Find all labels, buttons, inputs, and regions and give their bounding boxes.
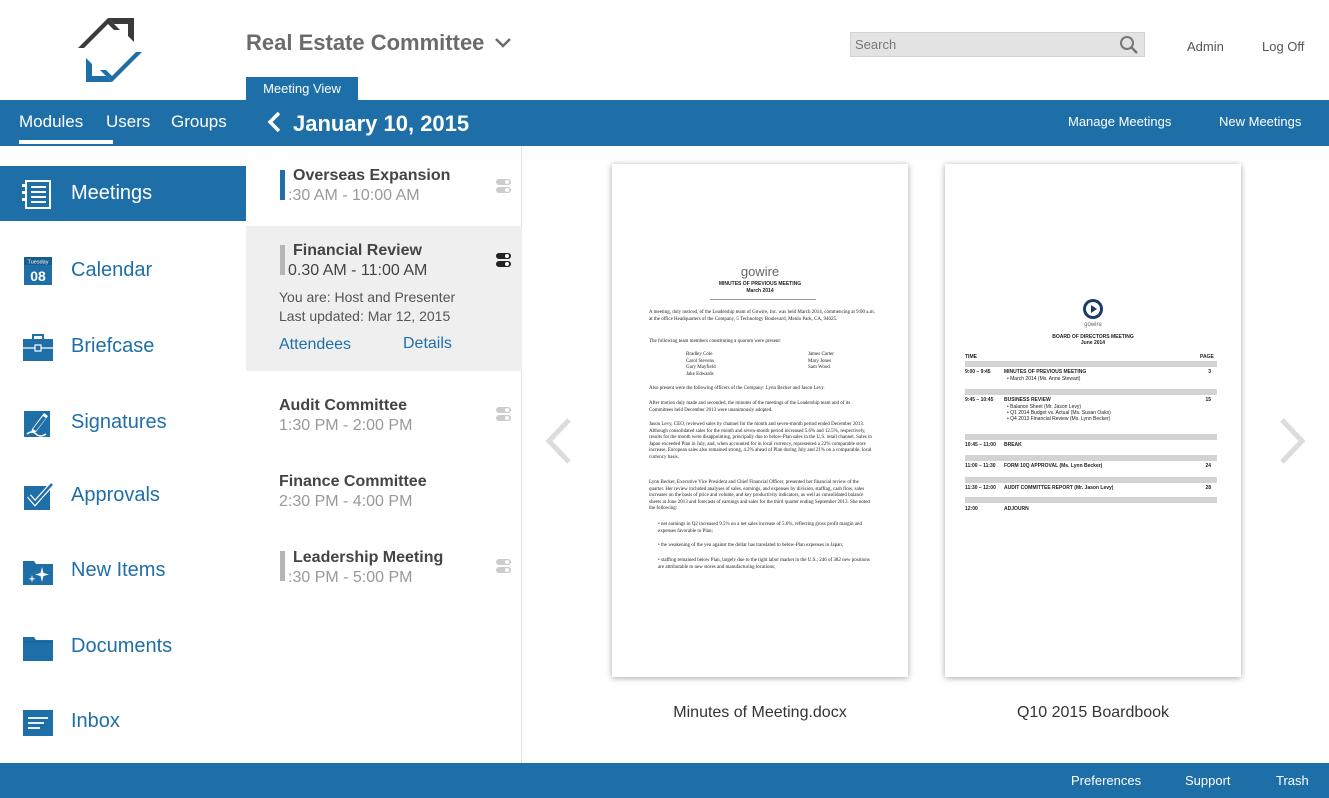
chevron-left-icon[interactable]	[264, 110, 284, 134]
meeting-title: Overseas Expansion	[293, 167, 451, 184]
agenda-band	[965, 361, 1217, 367]
meeting-view-tab[interactable]: Meeting View	[246, 77, 358, 100]
meeting-list	[246, 146, 522, 763]
active-tab-indicator	[19, 140, 113, 144]
meeting-role: You are: Host and Presenter	[279, 289, 456, 305]
sidebar-item-meetings[interactable]	[0, 166, 246, 221]
doc-divider	[710, 299, 816, 300]
meeting-title: Audit Committee	[279, 397, 407, 414]
search-box[interactable]	[850, 32, 1145, 57]
agenda-row: 11:00 – 11:30 FORM 10Q APPROVAL (Ms. Lynn Becker) 24	[965, 463, 1211, 469]
meeting-time: :30 AM - 10:00 AM	[288, 187, 420, 204]
meeting-title: Leadership Meeting	[293, 549, 444, 566]
meeting-status-bar	[280, 170, 285, 200]
agenda-row: 9:00 – 9:45 MINUTES OF PREVIOUS MEETING 3	[965, 369, 1211, 375]
play-logo-icon	[1082, 298, 1104, 320]
sidebar-item-label: Meetings	[71, 182, 153, 204]
briefcase-icon	[22, 331, 54, 363]
chevron-right-icon[interactable]	[1278, 416, 1308, 466]
folder-icon	[22, 631, 54, 663]
meeting-date-title: January 10, 2015	[293, 111, 470, 136]
sidebar-item-label: Inbox	[71, 710, 120, 732]
document-caption[interactable]: Q10 2015 Boardbook	[1016, 704, 1170, 721]
sidebar-item-new-items[interactable]	[0, 543, 246, 598]
meeting-item-leadership-meeting[interactable]	[246, 523, 522, 603]
meeting-title: Finance Committee	[279, 473, 427, 490]
logoff-link[interactable]: Log Off	[1262, 39, 1305, 54]
sidebar-item-label: Signatures	[71, 411, 167, 433]
meeting-item-finance-committee[interactable]	[246, 447, 522, 523]
doc-names-left: Bradley Cole Carol Stevens Gary Mayfield Jake Edwards	[686, 352, 716, 377]
toggle-icon[interactable]	[496, 178, 511, 194]
doc-bullet: • the weakening of the yen against the dollar has translated to below-Plan expenses in Japan;	[658, 543, 844, 548]
agenda-sub: • Q4 2013 Financial Review (Ms. Lynn Becker)	[1007, 416, 1111, 422]
meeting-time: 0.30 AM - 11:00 AM	[288, 262, 428, 279]
sidebar	[0, 146, 246, 763]
agenda-band	[965, 477, 1217, 483]
doc-heading: BOARD OF DIRECTORS MEETING	[1052, 334, 1134, 340]
meeting-status-bar	[280, 551, 285, 581]
calendar-icon-day: 08	[30, 267, 46, 284]
preferences-link[interactable]: Preferences	[1071, 773, 1142, 788]
agenda-sub: • March 2014 (Ms. Anne Stewart)	[1007, 376, 1081, 382]
new-items-icon	[22, 555, 54, 587]
doc-brand: gowire	[1084, 322, 1102, 328]
sidebar-item-label: Briefcase	[71, 335, 155, 357]
search-input[interactable]	[851, 33, 1118, 56]
doc-subheading: March 2014	[746, 288, 774, 294]
agenda-band	[965, 389, 1217, 395]
document-thumbnail-minutes[interactable]	[612, 164, 908, 677]
meeting-updated: Last updated: Mar 12, 2015	[279, 308, 451, 324]
new-meetings-link[interactable]: New Meetings	[1219, 114, 1302, 129]
toggle-icon[interactable]	[496, 558, 511, 574]
support-link[interactable]: Support	[1185, 773, 1231, 788]
calendar-icon-month: Tuesday	[27, 259, 49, 265]
manage-meetings-link[interactable]: Manage Meetings	[1068, 114, 1172, 129]
sidebar-item-label: New Items	[71, 559, 166, 581]
committee-selector[interactable]	[246, 30, 512, 56]
committee-title: Real Estate Committee	[246, 30, 485, 55]
meeting-time: 2:30 PM - 4:00 PM	[279, 493, 413, 510]
calendar-icon	[22, 255, 54, 287]
doc-heading: MINUTES OF PREVIOUS MEETING	[718, 281, 802, 287]
doc-bullet: • staffing remained below Plan, largely due to the tight labor market in the U.S.; 246 of 382 new positions are attributable to new stores and manufacturing locations;	[658, 558, 870, 570]
chevron-left-icon[interactable]	[543, 416, 573, 466]
sidebar-item-label: Calendar	[71, 259, 153, 281]
sidebar-item-signatures[interactable]	[0, 395, 246, 450]
doc-paragraph: After motion duly made and seconded, the minutes of the meetings of the Leadership team and of its Committees held December 2013 were unanimously adopted.	[649, 401, 851, 413]
doc-paragraph: A meeting, duly noticed, of the Leadership team of Gowire, Inc. was held March 2014, commencing at 9:00 a.m. at the office Headquarters of the Company, 5 Technology Boulevard, Menlo Park, CA, 94025.	[649, 310, 875, 322]
tab-users[interactable]: Users	[106, 112, 151, 131]
approval-icon	[22, 480, 54, 512]
doc-paragraph: Also present were the following officers of the Company: Lynn Becker and Jason Levy.	[649, 386, 825, 391]
sidebar-item-calendar[interactable]	[0, 243, 246, 298]
meeting-item-audit-committee[interactable]	[246, 371, 522, 447]
meeting-item-overseas-expansion[interactable]	[246, 146, 522, 226]
toggle-icon[interactable]	[496, 252, 511, 268]
chevron-down-icon	[494, 37, 512, 49]
doc-names-right: James Carter Mary Jones Sam Wood	[808, 352, 834, 370]
app-logo	[70, 12, 150, 88]
attendees-link[interactable]: Attendees	[279, 336, 352, 353]
sidebar-item-label: Documents	[71, 635, 173, 657]
doc-col-page: PAGE	[1200, 354, 1214, 360]
doc-col-time: TIME	[965, 354, 977, 360]
agenda-row: 12:00 ADJOURN	[965, 506, 1029, 512]
doc-brand: gowire	[740, 264, 780, 279]
meeting-time: :30 PM - 5:00 PM	[288, 569, 413, 586]
doc-paragraph: Jason Levy, CEO, reviewed sales by channel for the month and seven-month period ended December 2013. Although consolidated sales for the month and seven-month period increased 5.6% and 12.5%, respectively, results for the month were disappointing, principally due to below-Plan sales in the U.S. retail channel. Sales in Japan exceeded Plan in July, and, when accounted for in local currency, represented a 22% comparable store increase. European sales also remained strong, 4.2% ahead of Plan during July and 21% on a comparable, local currency basis.	[649, 422, 872, 460]
agenda-row: 11:30 – 12:00 AUDIT COMMITTEE REPORT (Mr. Jason Levy) 28	[965, 485, 1211, 491]
sidebar-item-briefcase[interactable]	[0, 319, 246, 374]
meetings-icon	[22, 178, 54, 210]
sidebar-item-inbox[interactable]	[0, 694, 246, 749]
search-icon[interactable]	[1118, 34, 1140, 56]
agenda-sub: • Balance Sheet (Mr. Jason Levy)	[1007, 404, 1082, 410]
sidebar-item-documents[interactable]	[0, 619, 246, 674]
doc-bullet: • net earnings in Q2 increased 9.5% on a net sales increase of 5.6%, reflecting gross profit margin and expenses favorable to Plan;	[658, 522, 862, 534]
document-viewer	[523, 146, 1329, 763]
agenda-row: 9:45 – 10:45 BUSINESS REVIEW 15	[965, 397, 1211, 403]
meeting-status-bar	[280, 245, 285, 275]
meeting-time: 1:30 PM - 2:00 PM	[279, 417, 413, 434]
agenda-sub: • Q1 2014 Budget vs. Actual (Ms. Susan Oaks)	[1007, 410, 1111, 416]
doc-paragraph: The following team members constituting a quorum were present:	[649, 339, 782, 344]
signature-icon	[22, 407, 54, 439]
trash-link[interactable]: Trash	[1276, 773, 1309, 788]
agenda-band	[965, 455, 1217, 461]
details-link[interactable]: Details	[403, 335, 452, 352]
doc-subheading: June 2014	[1080, 340, 1106, 346]
meeting-title: Financial Review	[293, 242, 422, 259]
admin-link[interactable]: Admin	[1187, 39, 1224, 54]
sidebar-item-label: Approvals	[71, 484, 160, 506]
doc-paragraph: Lynn Becker, Executive Vice President and Chief Financial Officer, presented her financial review of the quarter. Her review included analyses of sales, earnings, and expenses by division, staffing, cash flow, sales increases on the basis of price and volume, and key productivity indicators, as well as consolidated balance sheets at June 2013 and forecasts of earnings and sales for the third quarter ending September 2013. She noted the following:	[649, 480, 870, 511]
agenda-band	[965, 434, 1217, 440]
document-caption[interactable]: Minutes of Meeting.docx	[673, 704, 847, 721]
tab-modules[interactable]: Modules	[19, 112, 84, 131]
inbox-icon	[22, 706, 54, 738]
sidebar-item-approvals[interactable]	[0, 468, 246, 523]
tab-groups[interactable]: Groups	[171, 112, 227, 131]
document-thumbnail-boardbook[interactable]	[945, 164, 1241, 677]
agenda-band	[965, 497, 1217, 503]
agenda-row: 10:45 – 11:00 BREAK	[965, 442, 1022, 448]
meeting-item-financial-review[interactable]	[246, 226, 522, 371]
toggle-icon[interactable]	[496, 406, 511, 422]
